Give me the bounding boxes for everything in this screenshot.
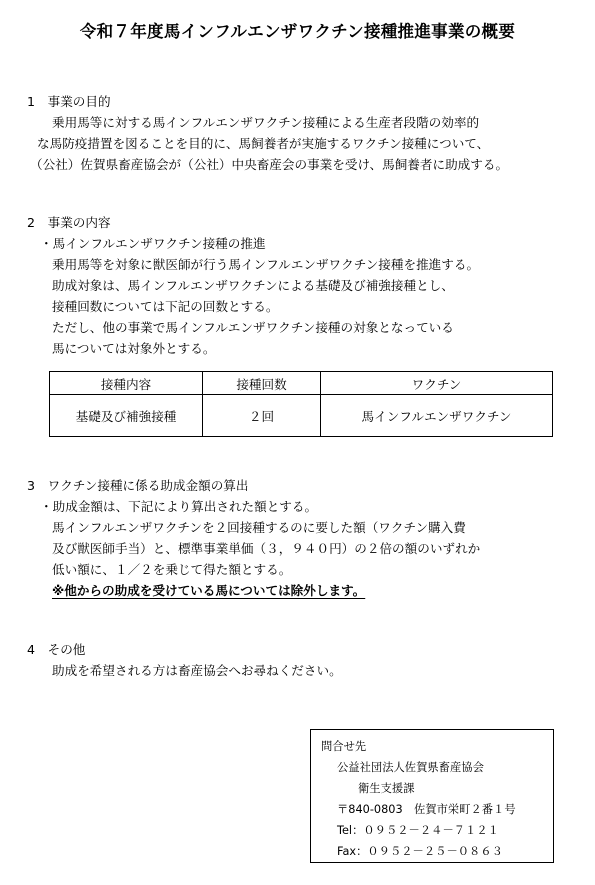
section-2-line-1: 乗用馬等を対象に獣医師が行う馬インフルエンザワクチン接種を推進する。 [52,257,480,272]
table-row [50,395,553,437]
contact-tel: Tel：０９５２－２４－７１２１ [337,824,499,837]
table-header-row [50,372,553,395]
table-header-cell: ワクチン [321,372,553,395]
contact-box [310,729,554,863]
section-3-line-3: 低い額に、１／２を乗じて得た額とする。 [52,562,292,577]
contact-fax: Fax：０９５２－２５－０８６３ [337,845,503,858]
table-header-cell: 接種内容 [50,372,203,395]
contact-department: 衛生支援課 [358,782,415,795]
table-cell: ２回 [203,395,321,437]
section-2-line-2: 助成対象は、馬インフルエンザワクチンによる基礎及び補強接種とし、 [52,278,454,293]
section-2-line-5: 馬については対象外とする。 [52,341,216,356]
section-3-note: ※他からの助成を受けている馬については除外します。 [52,583,366,598]
table-cell: 基礎及び補強接種 [50,395,203,437]
section-3-line-2: 及び獣医師手当）と、標準事業単価（３，９４０円）の２倍の額のいずれか [52,541,481,556]
section-4-line: 助成を希望される方は畜産協会へお尋ねください。 [52,663,342,678]
section-1-line-3: （公社）佐賀県畜産協会が（公社）中央畜産会の事業を受け、馬飼養者に助成する。 [30,157,509,172]
page-title: 令和７年度馬インフルエンザワクチン接種推進事業の概要 [79,22,516,41]
contact-address: 〒840-0803 佐賀市栄町２番１号 [337,803,516,816]
table-cell: 馬インフルエンザワクチン [321,395,553,437]
contact-organization: 公益社団法人佐賀県畜産協会 [337,761,484,774]
section-1-line-2: な馬防疫措置を図ることを目的に、馬飼養者が実施するワクチン接種について、 [37,136,490,151]
section-1-heading: 1 事業の目的 [27,94,111,109]
section-2-heading: 2 事業の内容 [27,215,111,230]
section-3-bullet: ・助成金額は、下記により算出された額とする。 [40,499,318,514]
table-header-cell: 接種回数 [203,372,321,395]
section-2-line-4: ただし、他の事業で馬インフルエンザワクチン接種の対象となっている [52,320,454,335]
section-2-bullet: ・馬インフルエンザワクチン接種の推進 [40,236,266,251]
section-1-line-1: 乗用馬等に対する馬インフルエンザワクチン接種による生産者段階の効率的 [52,115,480,130]
section-4-heading: 4 その他 [27,642,86,657]
section-2-line-3: 接種回数については下記の回数とする。 [52,299,279,314]
section-3-heading: 3 ワクチン接種に係る助成金額の算出 [27,478,249,493]
contact-label: 問合せ先 [321,740,367,753]
vaccination-table [49,371,553,437]
section-3-line-1: 馬インフルエンザワクチンを２回接種するのに要した額（ワクチン購入費 [52,520,466,535]
